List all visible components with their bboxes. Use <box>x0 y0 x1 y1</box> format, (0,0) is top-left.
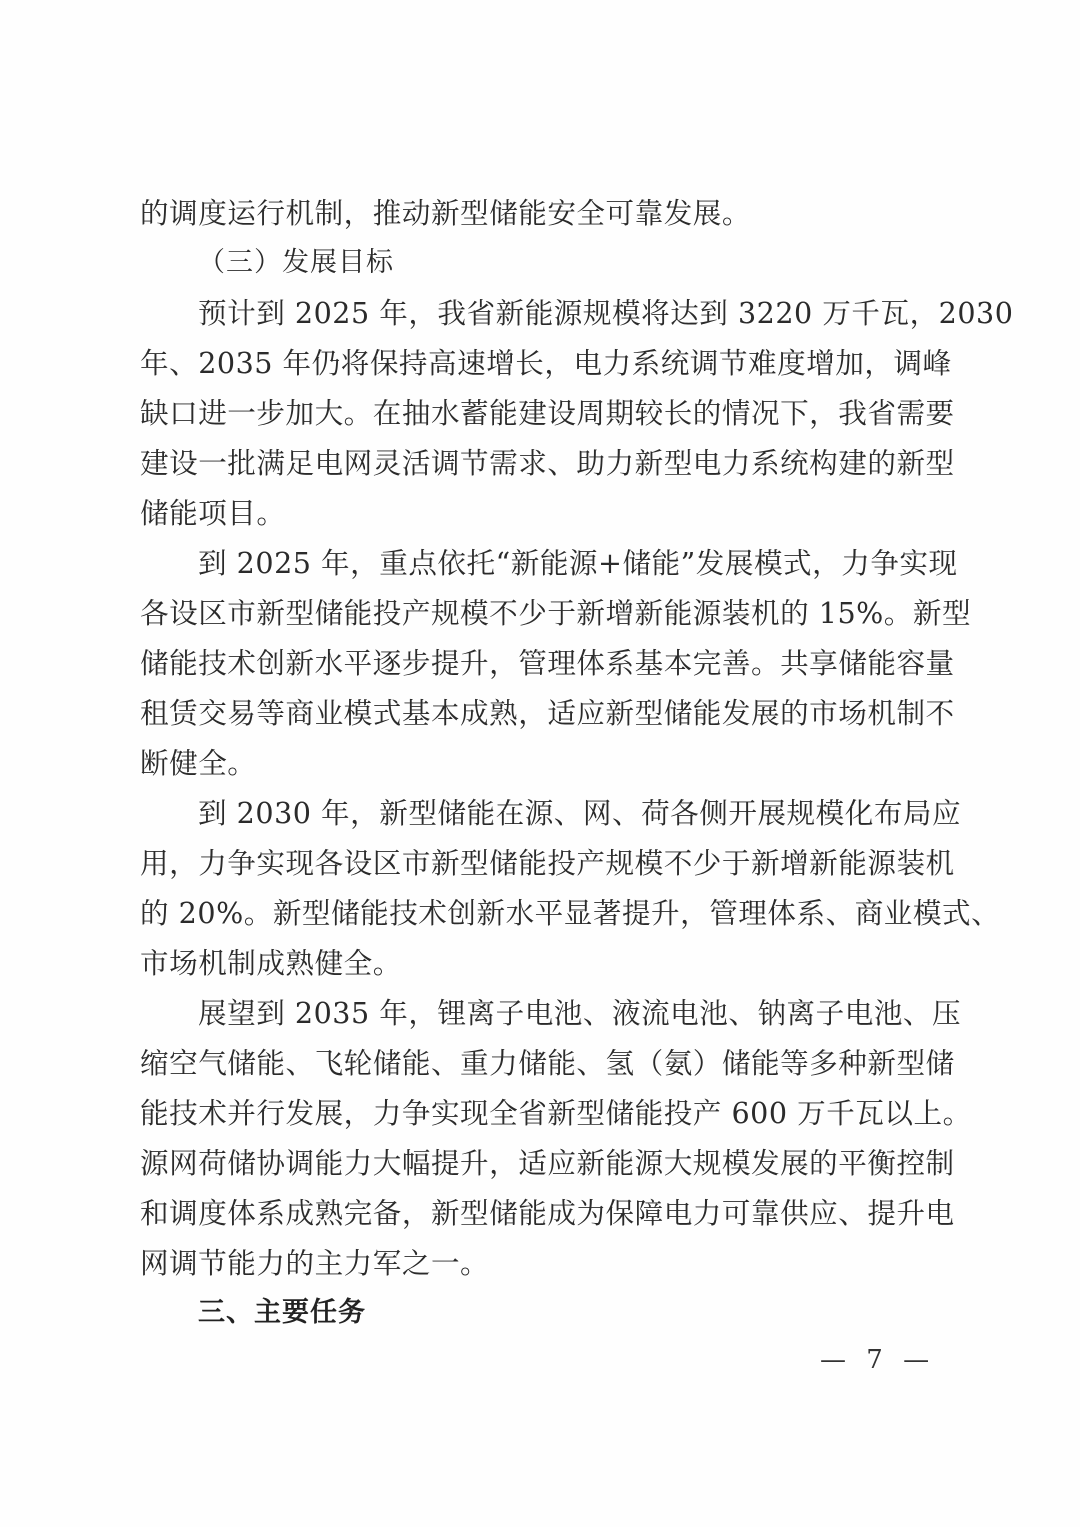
document-body <box>140 188 1014 1338</box>
text-line: 的 20%。新型储能技术创新水平显著提升，管理体系、商业模式、 <box>140 896 1001 930</box>
text-line: 储能项目。 <box>140 496 286 530</box>
text-line: 用，力争实现各设区市新型储能投产规模不少于新增新能源装机 <box>140 846 955 880</box>
text-line: 断健全。 <box>140 746 257 780</box>
paragraph-overview <box>140 288 1014 538</box>
text-line: 到 2030 年，新型储能在源、网、荷各侧开展规模化布局应 <box>198 796 962 830</box>
text-line: 建设一批满足电网灵活调节需求、助力新型电力系统构建的新型 <box>140 446 955 480</box>
text-line: 网调节能力的主力军之一。 <box>140 1246 490 1280</box>
text-line: 的调度运行机制，推动新型储能安全可靠发展。 <box>140 196 751 230</box>
text-line: 到 2025 年，重点依托“新能源+储能”发展模式，力争实现 <box>198 546 958 580</box>
text-line: 源网荷储协调能力大幅提升，适应新能源大规模发展的平衡控制 <box>140 1146 955 1180</box>
subheading-development-goals <box>140 238 940 288</box>
paragraph-continuation <box>140 188 940 238</box>
text-line: 储能技术创新水平逐步提升，管理体系基本完善。共享储能容量 <box>140 646 955 680</box>
text-line: 市场机制成熟健全。 <box>140 946 402 980</box>
section-heading-text: 三、主要任务 <box>198 1297 366 1328</box>
text-line: 租赁交易等商业模式基本成熟，适应新型储能发展的市场机制不 <box>140 696 955 730</box>
paragraph-goal-2025 <box>140 538 972 788</box>
paragraph-goal-2035 <box>140 988 972 1288</box>
text-line: 展望到 2035 年，锂离子电池、液流电池、钠离子电池、压 <box>198 996 962 1030</box>
text-line: 缩空气储能、飞轮储能、重力储能、氢（氨）储能等多种新型储 <box>140 1046 955 1080</box>
text-line: 能技术并行发展，力争实现全省新型储能投产 600 万千瓦以上。 <box>140 1096 972 1130</box>
subheading-text: （三）发展目标 <box>198 247 394 278</box>
text-line: 预计到 2025 年，我省新能源规模将达到 3220 万千瓦，2030 <box>198 296 1014 330</box>
page-number: — 7 — <box>820 1345 936 1375</box>
paragraph-goal-2030 <box>140 788 1001 988</box>
text-line: 各设区市新型储能投产规模不少于新增新能源装机的 15%。新型 <box>140 596 972 630</box>
section-heading-main-tasks <box>140 1288 940 1338</box>
text-line: 和调度体系成熟完备，新型储能成为保障电力可靠供应、提升电 <box>140 1196 955 1230</box>
text-line: 年、2035 年仍将保持高速增长，电力系统调节难度增加，调峰 <box>140 346 952 380</box>
text-line: 缺口进一步加大。在抽水蓄能建设周期较长的情况下，我省需要 <box>140 396 955 430</box>
